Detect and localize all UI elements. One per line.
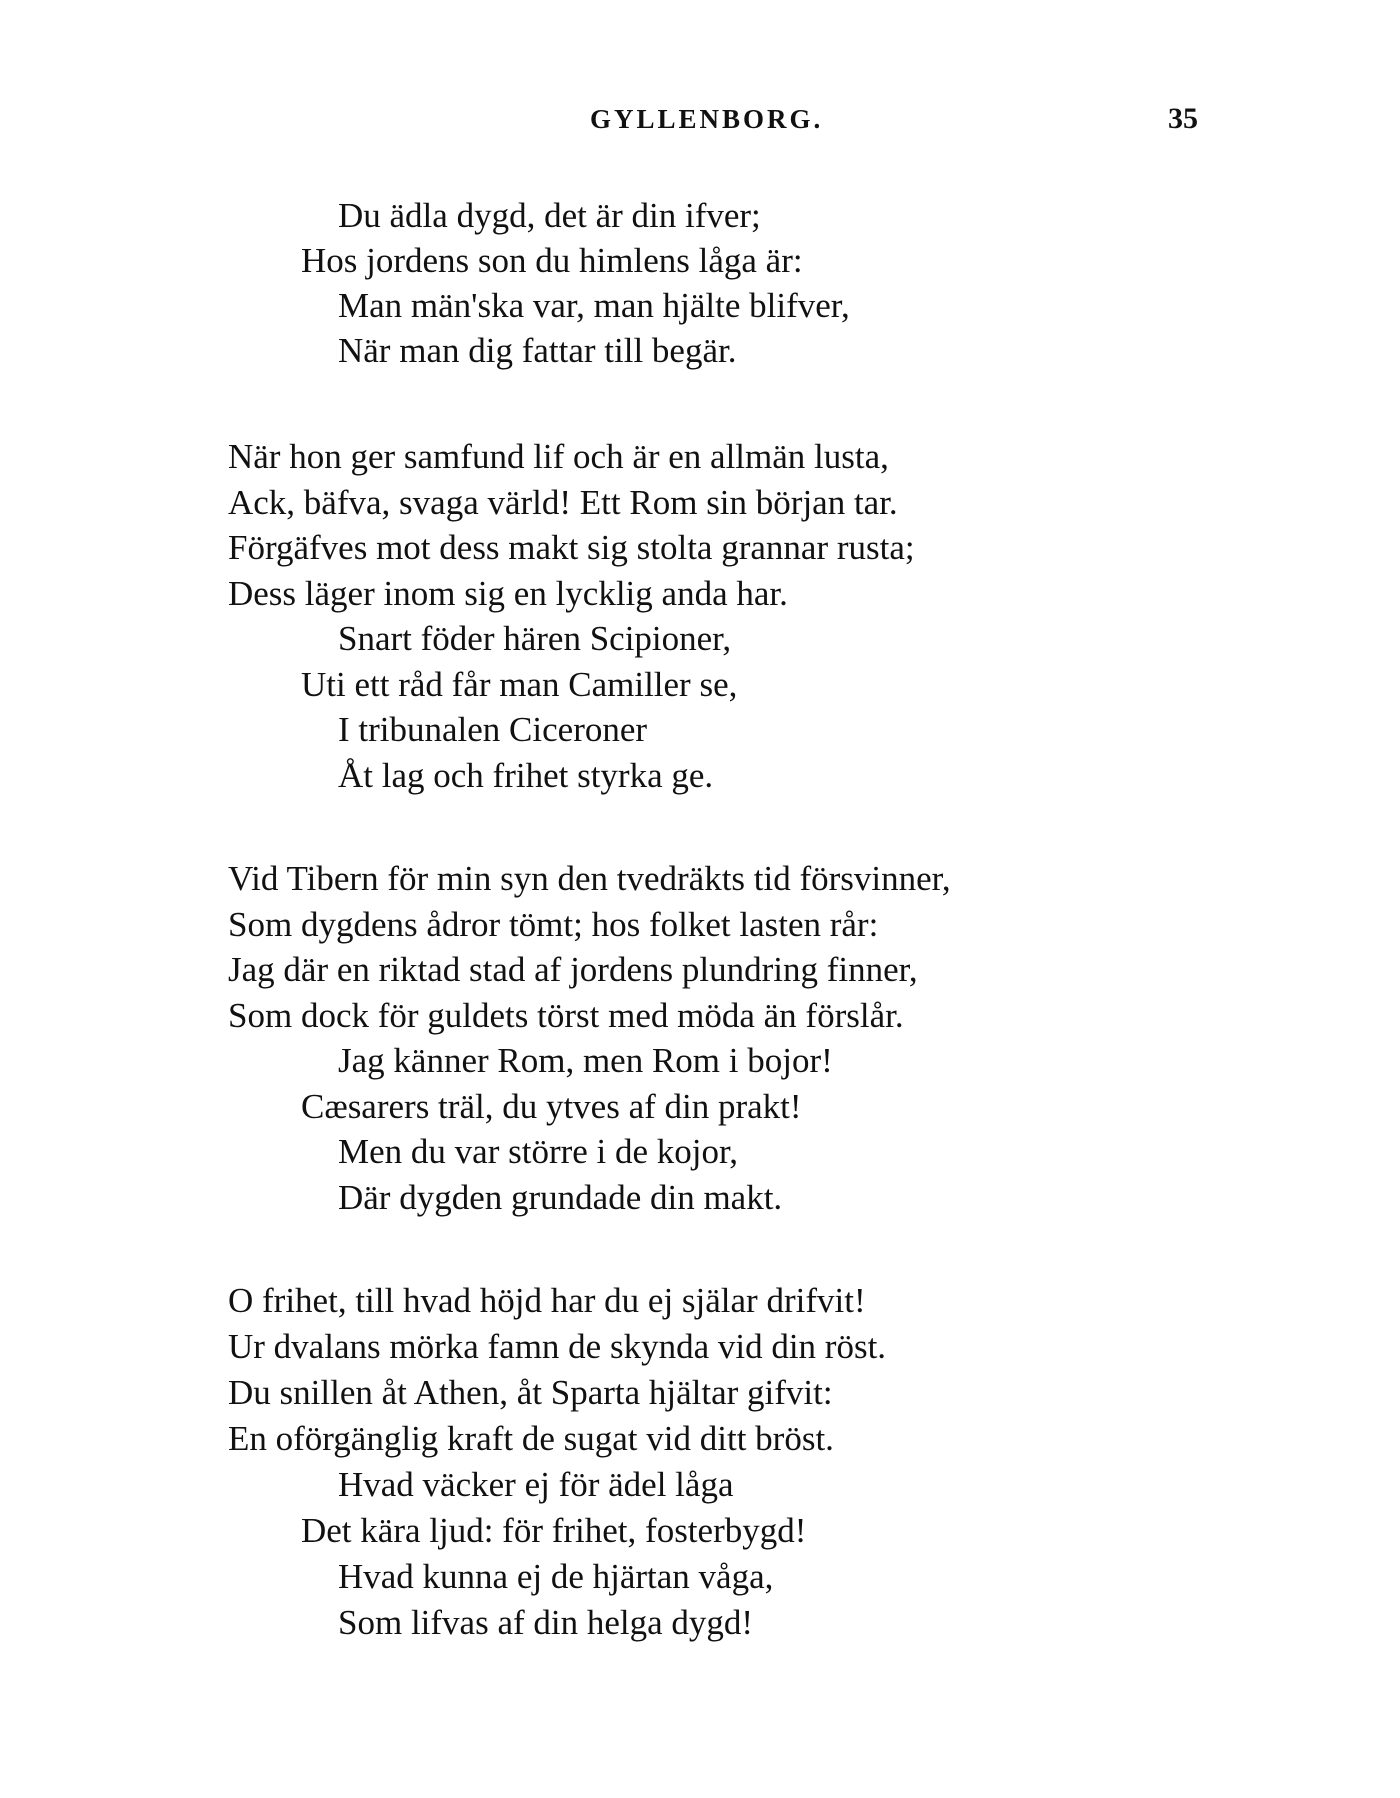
verse-line: Som lifvas af din helga dygd! xyxy=(338,1603,754,1642)
verse-line: Ur dvalans mörka famn de skynda vid din röst. xyxy=(228,1327,887,1366)
verse-line: Men du var större i de kojor, xyxy=(338,1132,739,1171)
verse-line: Vid Tibern för min syn den tvedräkts tid försvinner, xyxy=(228,859,951,898)
verse-line: Du ädla dygd, det är din ifver; xyxy=(338,196,761,235)
verse-line: Snart föder hären Scipioner, xyxy=(338,619,732,658)
verse-line: Jag känner Rom, men Rom i bojor! xyxy=(338,1041,833,1080)
verse-line: När hon ger samfund lif och är en allmän lusta, xyxy=(228,437,889,476)
verse-line: Där dygden grundade din makt. xyxy=(338,1177,783,1217)
verse-line: Dess läger inom sig en lycklig anda har. xyxy=(228,573,788,613)
stanza-1 xyxy=(228,193,850,373)
verse-line: När man dig fattar till begär. xyxy=(338,331,737,370)
verse-line: Hvad kunna ej de hjärtan våga, xyxy=(338,1557,774,1596)
verse-line: Cæsarers träl, du ytves af din prakt! xyxy=(301,1086,802,1126)
verse-line: Som dock för guldets törst med möda än förslår. xyxy=(228,995,904,1035)
verse-line: Hvad väcker ej för ädel låga xyxy=(338,1465,734,1504)
stanza-3 xyxy=(228,856,951,1220)
stanza-4 xyxy=(228,1278,886,1646)
verse-line: Förgäfves mot dess makt sig stolta grannar rusta; xyxy=(228,528,915,567)
verse-line: Jag där en riktad stad af jordens plundring finner, xyxy=(228,950,918,989)
verse-line: En oförgänglig kraft de sugat vid ditt bröst. xyxy=(228,1419,834,1458)
verse-line: Ack, bäfva, svaga värld! Ett Rom sin början tar. xyxy=(228,482,898,522)
verse-line: I tribunalen Ciceroner xyxy=(338,710,648,749)
running-head: GYLLENBORG. xyxy=(590,104,824,134)
verse-line: Man män'ska var, man hjälte blifver, xyxy=(338,286,850,325)
page-number: 35 xyxy=(1168,102,1198,135)
verse-line: Som dygdens ådror tömt; hos folket lasten rår: xyxy=(228,904,879,944)
verse-line: Hos jordens son du himlens låga är: xyxy=(301,241,803,280)
verse-line: Åt lag och frihet styrka ge. xyxy=(338,755,714,795)
verse-line: O frihet, till hvad höjd har du ej själar drifvit! xyxy=(228,1281,866,1320)
verse-line: Du snillen åt Athen, åt Sparta hjältar gifvit: xyxy=(228,1373,833,1412)
verse-line: Det kära ljud: för frihet, fosterbygd! xyxy=(301,1511,807,1550)
verse-line: Uti ett råd får man Camiller se, xyxy=(301,664,738,704)
stanza-2 xyxy=(228,434,915,798)
